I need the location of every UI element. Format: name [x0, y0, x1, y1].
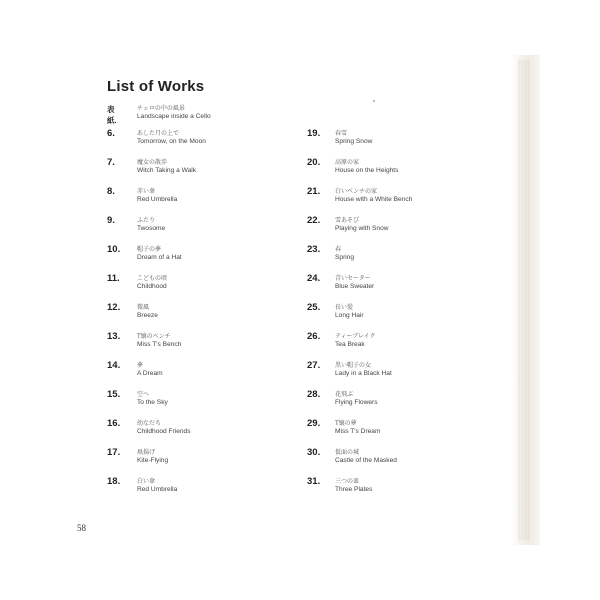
item-title-en: Landscape inside a Cello	[137, 113, 211, 120]
item-title-en: Childhood	[137, 283, 167, 290]
item-title-en: Dream of a Hat	[137, 254, 182, 261]
item-title-jp: 長い髪	[335, 304, 354, 311]
item-title-jp: 青いセーター	[335, 275, 371, 282]
item-title-en: Spring	[335, 254, 355, 261]
item-title-jp: 雪あそび	[335, 217, 360, 224]
page-title: List of Works	[107, 78, 205, 95]
item-title-jp: 魔女の散歩	[137, 159, 168, 166]
item-title-jp: 花飛ぶ	[335, 391, 354, 398]
item-number: 17.	[107, 447, 121, 458]
item-title-jp: 夢	[137, 362, 144, 369]
item-number: 16.	[107, 418, 121, 429]
item-number: 12.	[107, 302, 121, 313]
item-number: 27.	[307, 360, 321, 371]
item-number: 15.	[107, 389, 121, 400]
item-title-en: Breeze	[137, 312, 158, 319]
item-number: 7.	[107, 157, 115, 168]
item-number: 26.	[307, 331, 321, 342]
item-number: 6.	[107, 128, 115, 139]
item-title-jp: 凧揚げ	[137, 449, 156, 456]
item-title-jp: 白い傘	[137, 478, 156, 485]
item-number: 31.	[307, 476, 321, 487]
item-title-jp: 帽子の夢	[137, 246, 162, 253]
item-title-jp: 微風	[137, 304, 150, 311]
item-title-en: Miss T's Bench	[137, 341, 182, 348]
item-title-jp: 幼なだち	[137, 420, 162, 427]
item-title-en: Tea Break	[335, 341, 365, 348]
item-title-en: Twosome	[137, 225, 166, 232]
item-title-en: Kite-Flying	[137, 457, 169, 464]
item-title-jp: チェロの中の風景	[137, 105, 185, 112]
item-title-jp: 春	[335, 246, 342, 253]
item-title-en: A Dream	[137, 370, 163, 377]
item-title-jp: こどもの頃	[137, 275, 168, 282]
item-number: 表紙.	[107, 105, 117, 125]
item-title-en: Castle of the Masked	[335, 457, 397, 464]
item-number: 10.	[107, 244, 121, 255]
item-number: 21.	[307, 186, 321, 197]
item-number: 30.	[307, 447, 321, 458]
item-title-en: Blue Sweater	[335, 283, 375, 290]
item-number: 18.	[107, 476, 121, 487]
book-page	[62, 55, 517, 545]
item-number: 29.	[307, 418, 321, 429]
item-number: 23.	[307, 244, 321, 255]
item-number: 14.	[107, 360, 121, 371]
item-number: 25.	[307, 302, 321, 313]
item-number: 20.	[307, 157, 321, 168]
item-title-jp: 高原の家	[335, 159, 360, 166]
item-title-jp: 白いベンチの家	[335, 188, 378, 195]
item-title-en: House on the Heights	[335, 167, 399, 174]
item-number: 13.	[107, 331, 121, 342]
item-number: 19.	[307, 128, 321, 139]
item-title-jp: T嬢のベンチ	[137, 333, 171, 340]
item-title-en: Red Umbrella	[137, 196, 178, 203]
item-title-en: To the Sky	[137, 399, 168, 406]
item-title-en: House with a White Bench	[335, 196, 413, 203]
item-title-jp: ティーブレイク	[335, 333, 376, 340]
item-title-jp: 黒い帽子の女	[335, 362, 372, 369]
item-title-en: Playing with Snow	[335, 225, 389, 232]
item-title-jp: T嬢の夢	[335, 420, 357, 427]
item-title-jp: 三つの皿	[335, 478, 360, 485]
item-title-jp: あした月の上で	[137, 130, 180, 137]
item-title-jp: 空へ	[137, 391, 150, 398]
item-title-en: Witch Taking a Walk	[137, 167, 196, 174]
item-number: 28.	[307, 389, 321, 400]
item-title-en: Three Plates	[335, 486, 373, 493]
item-title-en: Lady in a Black Hat	[335, 370, 392, 377]
page-edge-lines	[518, 60, 530, 540]
item-title-en: Red Umbrella	[137, 486, 178, 493]
item-title-jp: 赤い傘	[137, 188, 156, 195]
item-title-jp: 春雪	[335, 130, 348, 137]
item-title-en: Flying Flowers	[335, 399, 378, 406]
item-number: 24.	[307, 273, 321, 284]
item-title-en: Miss T's Dream	[335, 428, 381, 435]
paper-speck	[373, 100, 375, 102]
item-title-en: Childhood Friends	[137, 428, 191, 435]
item-title-en: Tomorrow, on the Moon	[137, 138, 206, 145]
item-number: 11.	[107, 273, 120, 284]
item-number: 9.	[107, 215, 115, 226]
item-number: 8.	[107, 186, 115, 197]
item-title-en: Long Hair	[335, 312, 364, 319]
item-title-en: Spring Snow	[335, 138, 373, 145]
item-title-jp: ふたり	[137, 217, 156, 224]
item-title-jp: 仮面の城	[335, 449, 360, 456]
page-number: 58	[77, 523, 86, 533]
item-number: 22.	[307, 215, 321, 226]
